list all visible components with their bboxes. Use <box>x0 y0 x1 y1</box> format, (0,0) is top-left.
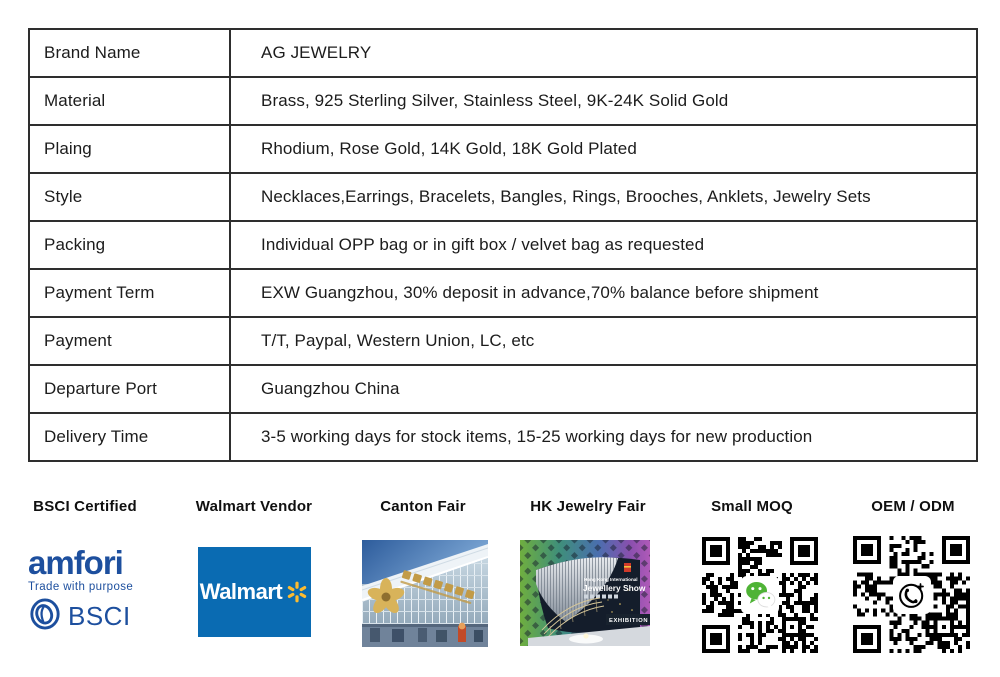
amfori-bsci-logo <box>28 544 146 648</box>
wechat-icon <box>741 576 779 614</box>
badge-label-small-moq: Small MOQ <box>711 498 793 515</box>
row-value: Brass, 925 Sterling Silver, Stainless Steel, 9K-24K Solid Gold <box>230 77 977 125</box>
amfori-tagline: Trade with purpose <box>28 581 134 593</box>
row-label: Departure Port <box>29 365 230 413</box>
row-value: EXW Guangzhou, 30% deposit in advance,70% balance before shipment <box>230 269 977 317</box>
hk-jewelry-fair-photo <box>520 540 650 646</box>
hk-show-exhibition-label: EXHIBITION <box>609 618 649 624</box>
hk-show-line1: Hong Kong International <box>584 577 638 582</box>
row-value: 3-5 working days for stock items, 15-25 working days for new production <box>230 413 977 461</box>
row-value: Necklaces,Earrings, Bracelets, Bangles, Rings, Brooches, Anklets, Jewelry Sets <box>230 173 977 221</box>
table-row <box>29 269 977 317</box>
bsci-wordmark: BSCI <box>68 601 131 631</box>
row-value: AG JEWELRY <box>230 29 977 77</box>
row-label: Material <box>29 77 230 125</box>
row-label: Delivery Time <box>29 413 230 461</box>
walmart-wordmark: Walmart <box>199 579 283 604</box>
walmart-logo <box>198 547 311 637</box>
table-row <box>29 125 977 173</box>
table-row <box>29 173 977 221</box>
amfori-wordmark: amfori <box>28 544 123 581</box>
canton-fair-photo <box>362 540 488 647</box>
table-row <box>29 317 977 365</box>
badge-label-oem-odm: OEM / ODM <box>871 498 955 515</box>
table-row <box>29 221 977 269</box>
table-row <box>29 29 977 77</box>
whatsapp-qr-code <box>851 533 972 656</box>
badge-label-hk-jewelry-fair: HK Jewelry Fair <box>530 498 646 515</box>
badge-label-bsci-certified: BSCI Certified <box>33 498 137 515</box>
bsci-spiral-icon <box>28 597 62 636</box>
table-row <box>29 413 977 461</box>
row-value: Rhodium, Rose Gold, 14K Gold, 18K Gold Plated <box>230 125 977 173</box>
row-value: Guangzhou China <box>230 365 977 413</box>
walmart-spark-icon <box>285 580 309 604</box>
row-label: Packing <box>29 221 230 269</box>
row-label: Plaing <box>29 125 230 173</box>
row-value: T/T, Paypal, Western Union, LC, etc <box>230 317 977 365</box>
table-row <box>29 77 977 125</box>
row-label: Style <box>29 173 230 221</box>
badge-label-walmart-vendor: Walmart Vendor <box>195 498 313 515</box>
table-row <box>29 365 977 413</box>
wechat-qr-code <box>700 534 820 656</box>
row-value: Individual OPP bag or in gift box / velvet bag as requested <box>230 221 977 269</box>
row-label: Payment Term <box>29 269 230 317</box>
row-label: Payment <box>29 317 230 365</box>
badge-label-canton-fair: Canton Fair <box>380 498 466 515</box>
row-label: Brand Name <box>29 29 230 77</box>
product-spec-table <box>28 28 978 462</box>
whatsapp-icon <box>893 576 931 614</box>
hk-show-line2: Jewellery Show <box>583 583 646 593</box>
